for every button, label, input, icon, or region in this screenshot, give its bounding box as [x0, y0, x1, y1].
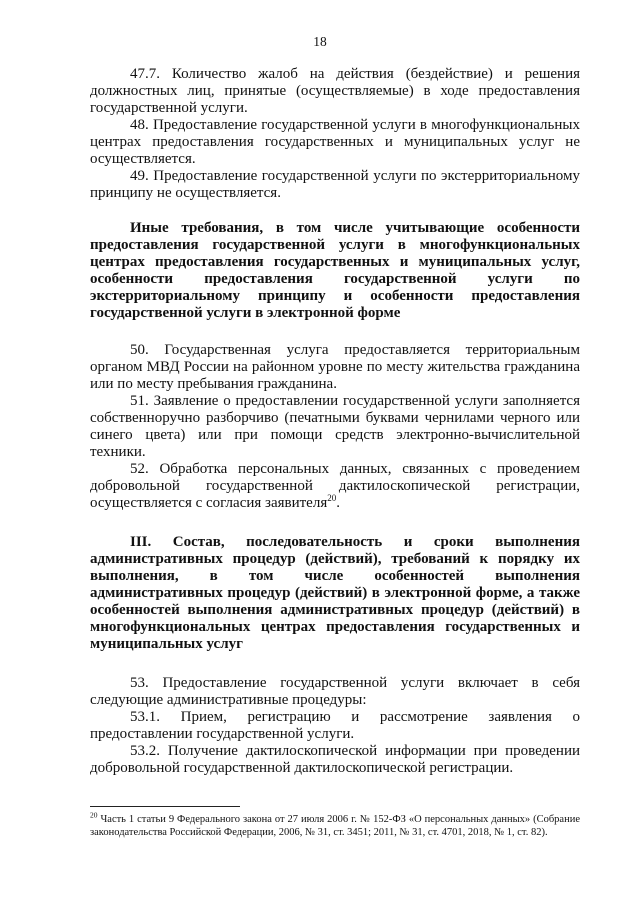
footnote-reference[interactable]: 20 — [327, 493, 337, 503]
footnote-divider — [90, 806, 240, 807]
footnote-text: Часть 1 статьи 9 Федерального закона от 27 июля 2006 г. № 152-ФЗ «О персональных данных» (Собрание законодательства Российской Федерации, 2006, № 31, ст. 3451; 2011, № 31, ст. 4701, 2018, № 1, ст. 82). — [90, 814, 580, 838]
section-heading-other-requirements: Иные требования, в том числе учитывающие особенности предоставления государственной услуги в многофункциональных центрах предоставления государственных и муниципальных услуг, особенности предоставления государственной услуги по экстерриториальному принципу и особенности предоставления государственной услуги в электронной форме — [90, 220, 580, 321]
paragraph-49: 49. Предоставление государственной услуги по экстерриториальному принципу не осуществляется. — [90, 168, 580, 201]
paragraph-53-1: 53.1. Прием, регистрацию и рассмотрение заявления о предоставлении государственной услуги. — [90, 709, 580, 742]
paragraph-47-7: 47.7. Количество жалоб на действия (бездействие) и решения должностных лиц, принятые (осуществляемые) в ходе предоставления государственной услуги. — [90, 66, 580, 116]
paragraph-51: 51. Заявление о предоставлении государственной услуги заполняется собственноручно разборчиво (печатными буквами чернилами черного или синего цвета) или при помощи средств электронно-вычислительной техники. — [90, 393, 580, 460]
paragraph-53-2: 53.2. Получение дактилоскопической информации при проведении добровольной государственной дактилоскопической регистрации. — [90, 743, 580, 776]
footnote-mark: 20 — [90, 810, 98, 820]
paragraph-52: 52. Обработка персональных данных, связанных с проведением добровольной государственной дактилоскопической регистрации, осуществляется с согласия заявителя$^{20}$. — [90, 461, 580, 511]
paragraph-48: 48. Предоставление государственной услуги в многофункциональных центрах предоставления государственных и муниципальных услуг не осуществляется. — [90, 117, 580, 167]
paragraph-53: 53. Предоставление государственной услуги включает в себя следующие административные процедуры: — [90, 675, 580, 708]
paragraph-52-text: 52. Обработка персональных данных, связанных с проведением добровольной государственной дактилоскопической регистрации, осуществляется с согласия заявителя — [90, 461, 580, 511]
paragraph-50: 50. Государственная услуга предоставляется территориальным органом МВД России на районном уровне по месту жительства гражданина или по месту пребывания гражданина. — [90, 342, 580, 392]
footnote-20 — [90, 810, 580, 839]
document-body — [90, 66, 580, 777]
section-heading-iii: III. Состав, последовательность и сроки выполнения административных процедур (действий), требований к порядку их выполнения, в том числе особенностей выполнения административных процедур (действий) в электронной форме, а также особенностей выполнения административных процедур (действий) в многофункциональных центрах предоставления государственных и муниципальных услуг — [90, 534, 580, 652]
footnotes — [90, 806, 580, 839]
page-number: 18 — [313, 34, 327, 49]
